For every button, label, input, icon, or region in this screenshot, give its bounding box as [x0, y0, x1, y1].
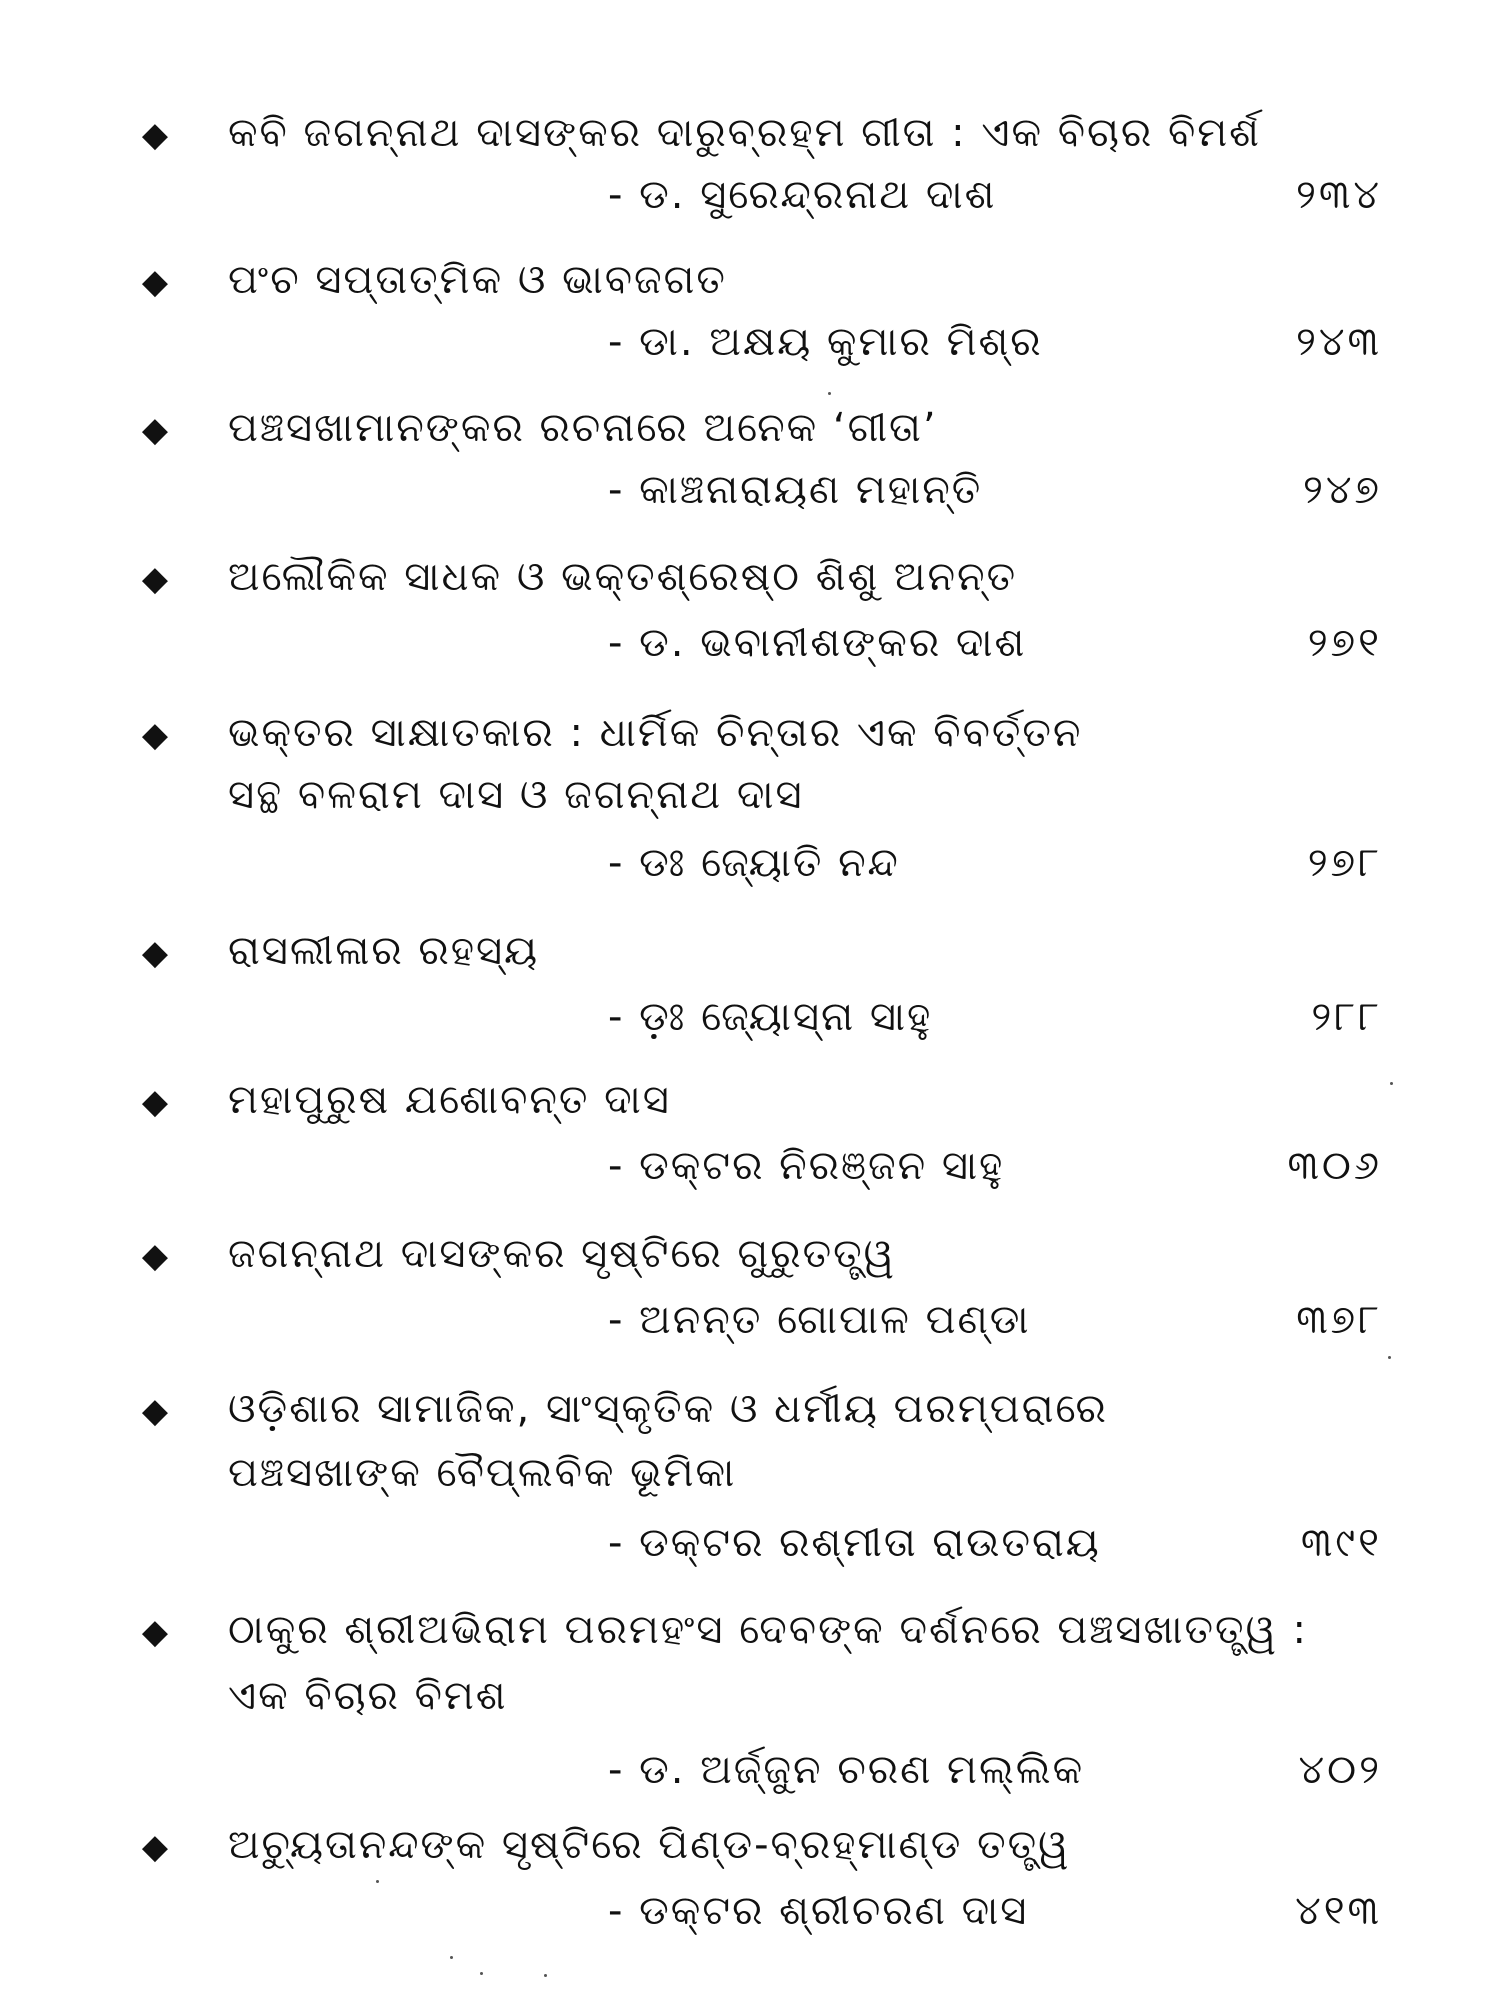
entry-title: ଓଡ଼ିଶାର ସାମାଜିକ, ସାଂସ୍କୃତିକ ଓ ଧର୍ମୀୟ ପରମ୍ପରାରେ	[228, 1386, 1108, 1432]
entry-title-continued: ସନ୍ଥ ବଳରାମ ଦାସ ଓ ଜଗନ୍ନାଥ ଦାସ	[228, 772, 804, 818]
entry-author: - ଡଃ ଜ୍ୟୋତି ନନ୍ଦ	[608, 840, 900, 886]
entry-author: - ଅନନ୍ତ ଗୋପାଳ ପଣ୍ଡା	[608, 1297, 1031, 1343]
diamond-bullet-icon: ◆	[141, 715, 169, 755]
entry-title: ଅଲୌକିକ ସାଧକ ଓ ଭକ୍ତଶ୍ରେଷ୍ଠ ଶିଶୁ ଅନନ୍ତ	[228, 554, 1018, 600]
entry-author: - ଡା. ଅକ୍ଷୟ କୁମାର ମିଶ୍ର	[608, 319, 1043, 365]
entry-author: - ଡକ୍ଟର ନିରଞ୍ଜନ ସାହୁ	[608, 1143, 1005, 1189]
entry-author: - ଡକ୍ଟର ଶ୍ରୀଚରଣ ଦାସ	[608, 1888, 1029, 1934]
diamond-bullet-icon: ◆	[141, 559, 169, 599]
scan-speck	[376, 1880, 379, 1883]
diamond-bullet-icon: ◆	[141, 1827, 169, 1867]
entry-author: - ଡ଼ଃ ଜ୍ୟୋସ୍ନା ସାହୁ	[608, 994, 933, 1040]
entry-title: ପଂଚ ସପ୍ତାତ୍ମିକ ଓ ଭାବଜଗତ	[228, 257, 727, 303]
entry-page-number: ୨୪୩	[1296, 319, 1382, 365]
entry-author: - ଡକ୍ଟର ରଶ୍ମୀତା ରାଉତରାୟ	[608, 1520, 1101, 1566]
diamond-bullet-icon: ◆	[141, 933, 169, 973]
entry-page-number: ୩୦୬	[1287, 1143, 1382, 1189]
entry-page-number: ୪୧୩	[1295, 1888, 1382, 1934]
entry-title: କବି ଜଗନ୍ନାଥ ଦାସଙ୍କର ଦାରୁବ୍ରହ୍ମ ଗୀତା : ଏକ ବିଚାର ବିମର୍ଶ	[228, 110, 1261, 156]
entry-title: ଅଚ୍ୟୁତାନନ୍ଦଙ୍କ ସୃଷ୍ଟିରେ ପିଣ୍ଡ-ବ୍ରହ୍ମାଣ୍ଡ ତତ୍ତ୍ୱ	[228, 1822, 1071, 1868]
entry-page-number: ୨୩୪	[1296, 172, 1382, 218]
entry-title: ମହାପୁରୁଷ ଯଶୋବନ୍ତ ଦାସ	[228, 1077, 671, 1123]
entry-page-number: ୨୪୭	[1302, 467, 1382, 513]
entry-author: - କାଞ୍ଚନାରାୟଣ ମହାନ୍ତି	[608, 467, 983, 513]
scan-speck	[828, 392, 831, 395]
diamond-bullet-icon: ◆	[141, 1236, 169, 1276]
entry-title-continued: ଏକ ବିଚାର ବିମଶ	[228, 1673, 508, 1719]
diamond-bullet-icon: ◆	[141, 1391, 169, 1431]
scan-speck	[480, 1972, 483, 1975]
diamond-bullet-icon: ◆	[141, 1612, 169, 1652]
entry-page-number: ୨୭୮	[1307, 840, 1382, 886]
entry-title: ଜଗନ୍ନାଥ ଦାସଙ୍କର ସୃଷ୍ଟିରେ ଗୁରୁତତ୍ତ୍ୱ	[228, 1231, 896, 1277]
entry-title-continued: ପଞ୍ଚସଖାଙ୍କ ବୈପ୍ଲବିକ ଭୂମିକା	[228, 1450, 737, 1496]
entry-title: ରାସଲୀଳାର ରହସ୍ୟ	[228, 928, 540, 974]
entry-author: - ଡ. ସୁରେନ୍ଦ୍ରନାଥ ଦାଶ	[608, 172, 997, 218]
scan-speck	[1390, 1082, 1393, 1085]
entry-page-number: ୩୭୮	[1296, 1297, 1382, 1343]
diamond-bullet-icon: ◆	[141, 1082, 169, 1122]
entry-page-number: ୨୭୧	[1307, 620, 1382, 666]
entry-title: ଠାକୁର ଶ୍ରୀଅଭିରାମ ପରମହଂସ ଦେବଙ୍କ ଦର୍ଶନରେ ପଞ୍ଚସଖାତତ୍ତ୍ୱ :	[228, 1607, 1308, 1653]
scan-speck	[450, 1956, 453, 1959]
entry-page-number: ୩୯୧	[1300, 1520, 1382, 1566]
scan-speck	[1388, 1356, 1391, 1359]
entry-title: ପଞ୍ଚସଖାମାନଙ୍କର ରଚନାରେ ଅନେକ ‘ଗୀତା’	[228, 405, 938, 451]
entry-title: ଭକ୍ତର ସାକ୍ଷାତକାର : ଧାର୍ମିକ ଚିନ୍ତାର ଏକ ବିବର୍ତ୍ତନ	[228, 710, 1083, 756]
entry-author: - ଡ. ଅର୍ଜ୍ଜୁନ ଚରଣ ମଲ୍ଲିକ	[608, 1747, 1085, 1793]
scan-speck	[544, 1974, 547, 1977]
diamond-bullet-icon: ◆	[141, 410, 169, 450]
diamond-bullet-icon: ◆	[141, 115, 169, 155]
entry-page-number: ୪୦୨	[1298, 1747, 1382, 1793]
diamond-bullet-icon: ◆	[141, 262, 169, 302]
entry-author: - ଡ. ଭବାନୀଶଙ୍କର ଦାଶ	[608, 620, 1027, 666]
entry-page-number: ୨୮୮	[1311, 994, 1382, 1040]
